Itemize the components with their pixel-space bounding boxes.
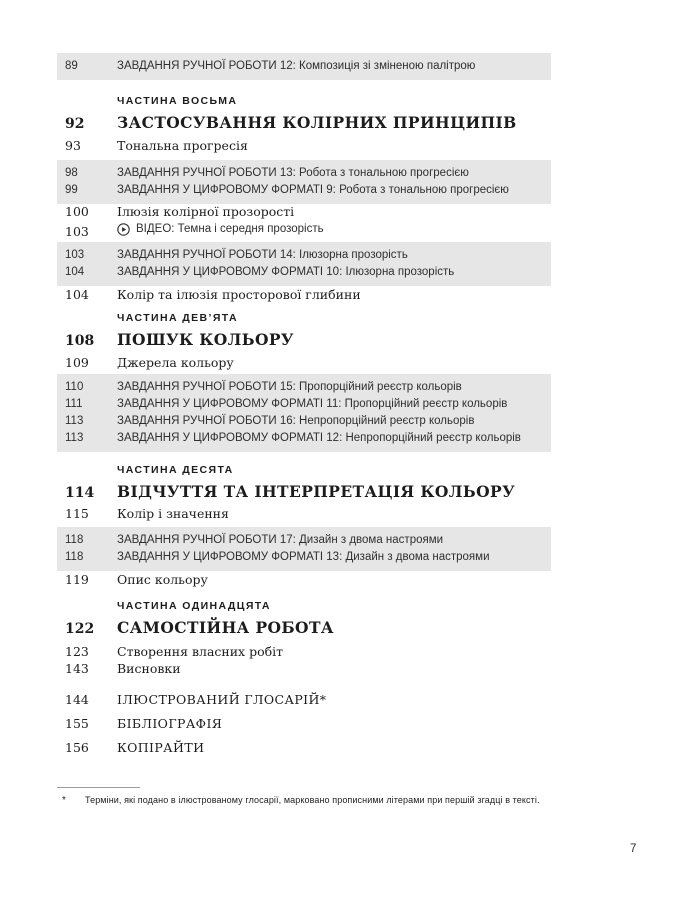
toc-entry-label: ЗАВДАННЯ У ЦИФРОВОМУ ФОРМАТІ 10: Ілюзорна прозорість: [117, 266, 455, 278]
video-label: ВІДЕО: Темна і середня прозорість: [136, 223, 324, 235]
toc-page-number: 122: [65, 621, 95, 637]
toc-row: [57, 58, 551, 75]
toc-entry-label: БІБЛІОГРАФІЯ: [117, 716, 223, 731]
part-kicker: ЧАСТИНА ДЕСЯТА: [117, 464, 234, 476]
toc-page-number: 119: [65, 572, 89, 587]
toc-page-number: 103: [65, 249, 85, 261]
part-kicker: ЧАСТИНА ДЕВ’ЯТА: [117, 312, 238, 324]
footnote: [57, 787, 657, 806]
part-kicker: ЧАСТИНА ОДИНАДЦЯТА: [117, 600, 271, 612]
toc-row: [57, 115, 551, 132]
toc-entry-label: ЗАВДАННЯ РУЧНОЇ РОБОТИ 16: Непропорційний реєстр кольорів: [117, 415, 475, 427]
footnote-marker: *: [62, 795, 66, 806]
toc-row: [57, 332, 551, 349]
folio-page-number: 7: [630, 843, 637, 855]
toc-page-number: 113: [65, 415, 84, 427]
part-section-header: [57, 465, 551, 501]
play-circle-icon: [117, 223, 130, 236]
toc-page-number: 104: [65, 287, 89, 302]
toc-entry-label: Ілюзія колірної прозорості: [117, 204, 295, 219]
toc-page-number: 111: [65, 398, 83, 410]
toc-row: [57, 139, 551, 153]
toc-page-number: 93: [65, 138, 81, 153]
toc-page-number: 110: [65, 381, 84, 393]
toc-entry-label: Колір і значення: [117, 506, 229, 521]
toc-entry-label: ЗАВДАННЯ РУЧНОЇ РОБОТИ 17: Дизайн з двома настроями: [117, 534, 444, 546]
toc-page-number: 118: [65, 551, 84, 563]
toc-page-number: 98: [65, 167, 78, 179]
part-section-header: [57, 601, 551, 637]
toc-page-number: 89: [65, 60, 78, 72]
toc-page-number: 156: [65, 740, 89, 755]
toc-row: [57, 288, 551, 302]
toc-page-number: 118: [65, 534, 84, 546]
toc-entry-label: ЗАВДАННЯ У ЦИФРОВОМУ ФОРМАТІ 9: Робота з тональною прогресією: [117, 184, 509, 196]
footnote-text: Терміни, які подано в ілюстрованому глосарії, марковано прописними літерами при першій згадці в тексті.: [85, 795, 540, 805]
toc-row: [57, 430, 551, 447]
toc-page-number: 113: [65, 432, 84, 444]
toc-entry-label: Колір та ілюзія просторової глибини: [117, 287, 361, 302]
part-title: ЗАСТОСУВАННЯ КОЛІРНИХ ПРИНЦИПІВ: [117, 113, 517, 132]
toc-page-number: 109: [65, 355, 89, 370]
toc-entry-label: ІЛЮСТРОВАНИЙ ГЛОСАРІЙ*: [117, 692, 327, 707]
toc-row: [57, 645, 551, 659]
assignments-band: [57, 374, 551, 452]
toc-page-number: 103: [65, 223, 89, 239]
toc-entry-label: ЗАВДАННЯ РУЧНОЇ РОБОТИ 15: Пропорційний реєстр кольорів: [117, 381, 462, 393]
toc-row: [57, 717, 551, 731]
part-kicker: ЧАСТИНА ВОСЬМА: [117, 95, 238, 107]
toc-row: [57, 182, 551, 199]
toc-entry-label: КОПІРАЙТИ: [117, 740, 205, 755]
part-section-header: [57, 313, 551, 349]
toc-page-number: 100: [65, 204, 89, 219]
toc-entry-label: ЗАВДАННЯ У ЦИФРОВОМУ ФОРМАТІ 11: Пропорційний реєстр кольорів: [117, 398, 508, 410]
toc-entry-label: Джерела кольору: [117, 355, 234, 370]
toc-page-number: 155: [65, 716, 89, 731]
toc-page-number: 99: [65, 184, 78, 196]
part-title: ПОШУК КОЛЬОРУ: [117, 330, 294, 349]
toc-page-number: 104: [65, 266, 85, 278]
toc-row: [57, 356, 551, 370]
toc-row: [57, 205, 551, 219]
toc-row: [57, 532, 551, 549]
assignments-band: [57, 160, 551, 204]
toc-row: [57, 620, 551, 637]
toc-entry-label: ЗАВДАННЯ РУЧНОЇ РОБОТИ 13: Робота з тональною прогресією: [117, 167, 469, 179]
assignments-band: [57, 53, 551, 80]
toc-page-number: 144: [65, 692, 89, 707]
toc-entry-label: ЗАВДАННЯ У ЦИФРОВОМУ ФОРМАТІ 12: Непропорційний реєстр кольорів: [117, 432, 521, 444]
toc-page-number: 108: [65, 333, 95, 349]
toc-row: [57, 507, 551, 521]
toc-row: [57, 413, 551, 430]
toc-page-number: 143: [65, 661, 89, 676]
toc-entry-label: [117, 222, 324, 236]
part-section-header: [57, 96, 551, 132]
toc-entry-label: Створення власних робіт: [117, 644, 284, 659]
footnote-rule: [57, 787, 140, 788]
toc-row: [57, 396, 551, 413]
assignments-band: [57, 242, 551, 286]
toc-row: [57, 741, 551, 755]
toc-row: [57, 264, 551, 281]
toc-video-row: [57, 222, 551, 239]
toc-page-number: 114: [65, 485, 95, 501]
toc-row: [57, 693, 551, 707]
toc-entry-label: ЗАВДАННЯ РУЧНОЇ РОБОТИ 14: Ілюзорна прозорість: [117, 249, 408, 261]
toc-row: [57, 484, 551, 501]
part-title: ВІДЧУТТЯ ТА ІНТЕРПРЕТАЦІЯ КОЛЬОРУ: [117, 482, 516, 501]
toc-entry-label: ЗАВДАННЯ У ЦИФРОВОМУ ФОРМАТІ 13: Дизайн з двома настроями: [117, 551, 490, 563]
toc-row: [57, 549, 551, 566]
toc-page-number: 123: [65, 644, 89, 659]
toc-entry-label: Висновки: [117, 661, 181, 676]
toc-entry-label: Тональна прогресія: [117, 138, 248, 153]
toc-entry-label: Опис кольору: [117, 572, 208, 587]
toc-page-number: 92: [65, 116, 85, 132]
toc-page-number: 115: [65, 506, 89, 521]
toc-row: [57, 379, 551, 396]
toc-row: [57, 662, 551, 676]
assignments-band: [57, 527, 551, 571]
toc-row: [57, 573, 551, 587]
toc-row: [57, 165, 551, 182]
part-title: САМОСТІЙНА РОБОТА: [117, 618, 334, 637]
toc-row: [57, 247, 551, 264]
toc-entry-label: ЗАВДАННЯ РУЧНОЇ РОБОТИ 12: Композиція зі зміненою палітрою: [117, 60, 476, 72]
